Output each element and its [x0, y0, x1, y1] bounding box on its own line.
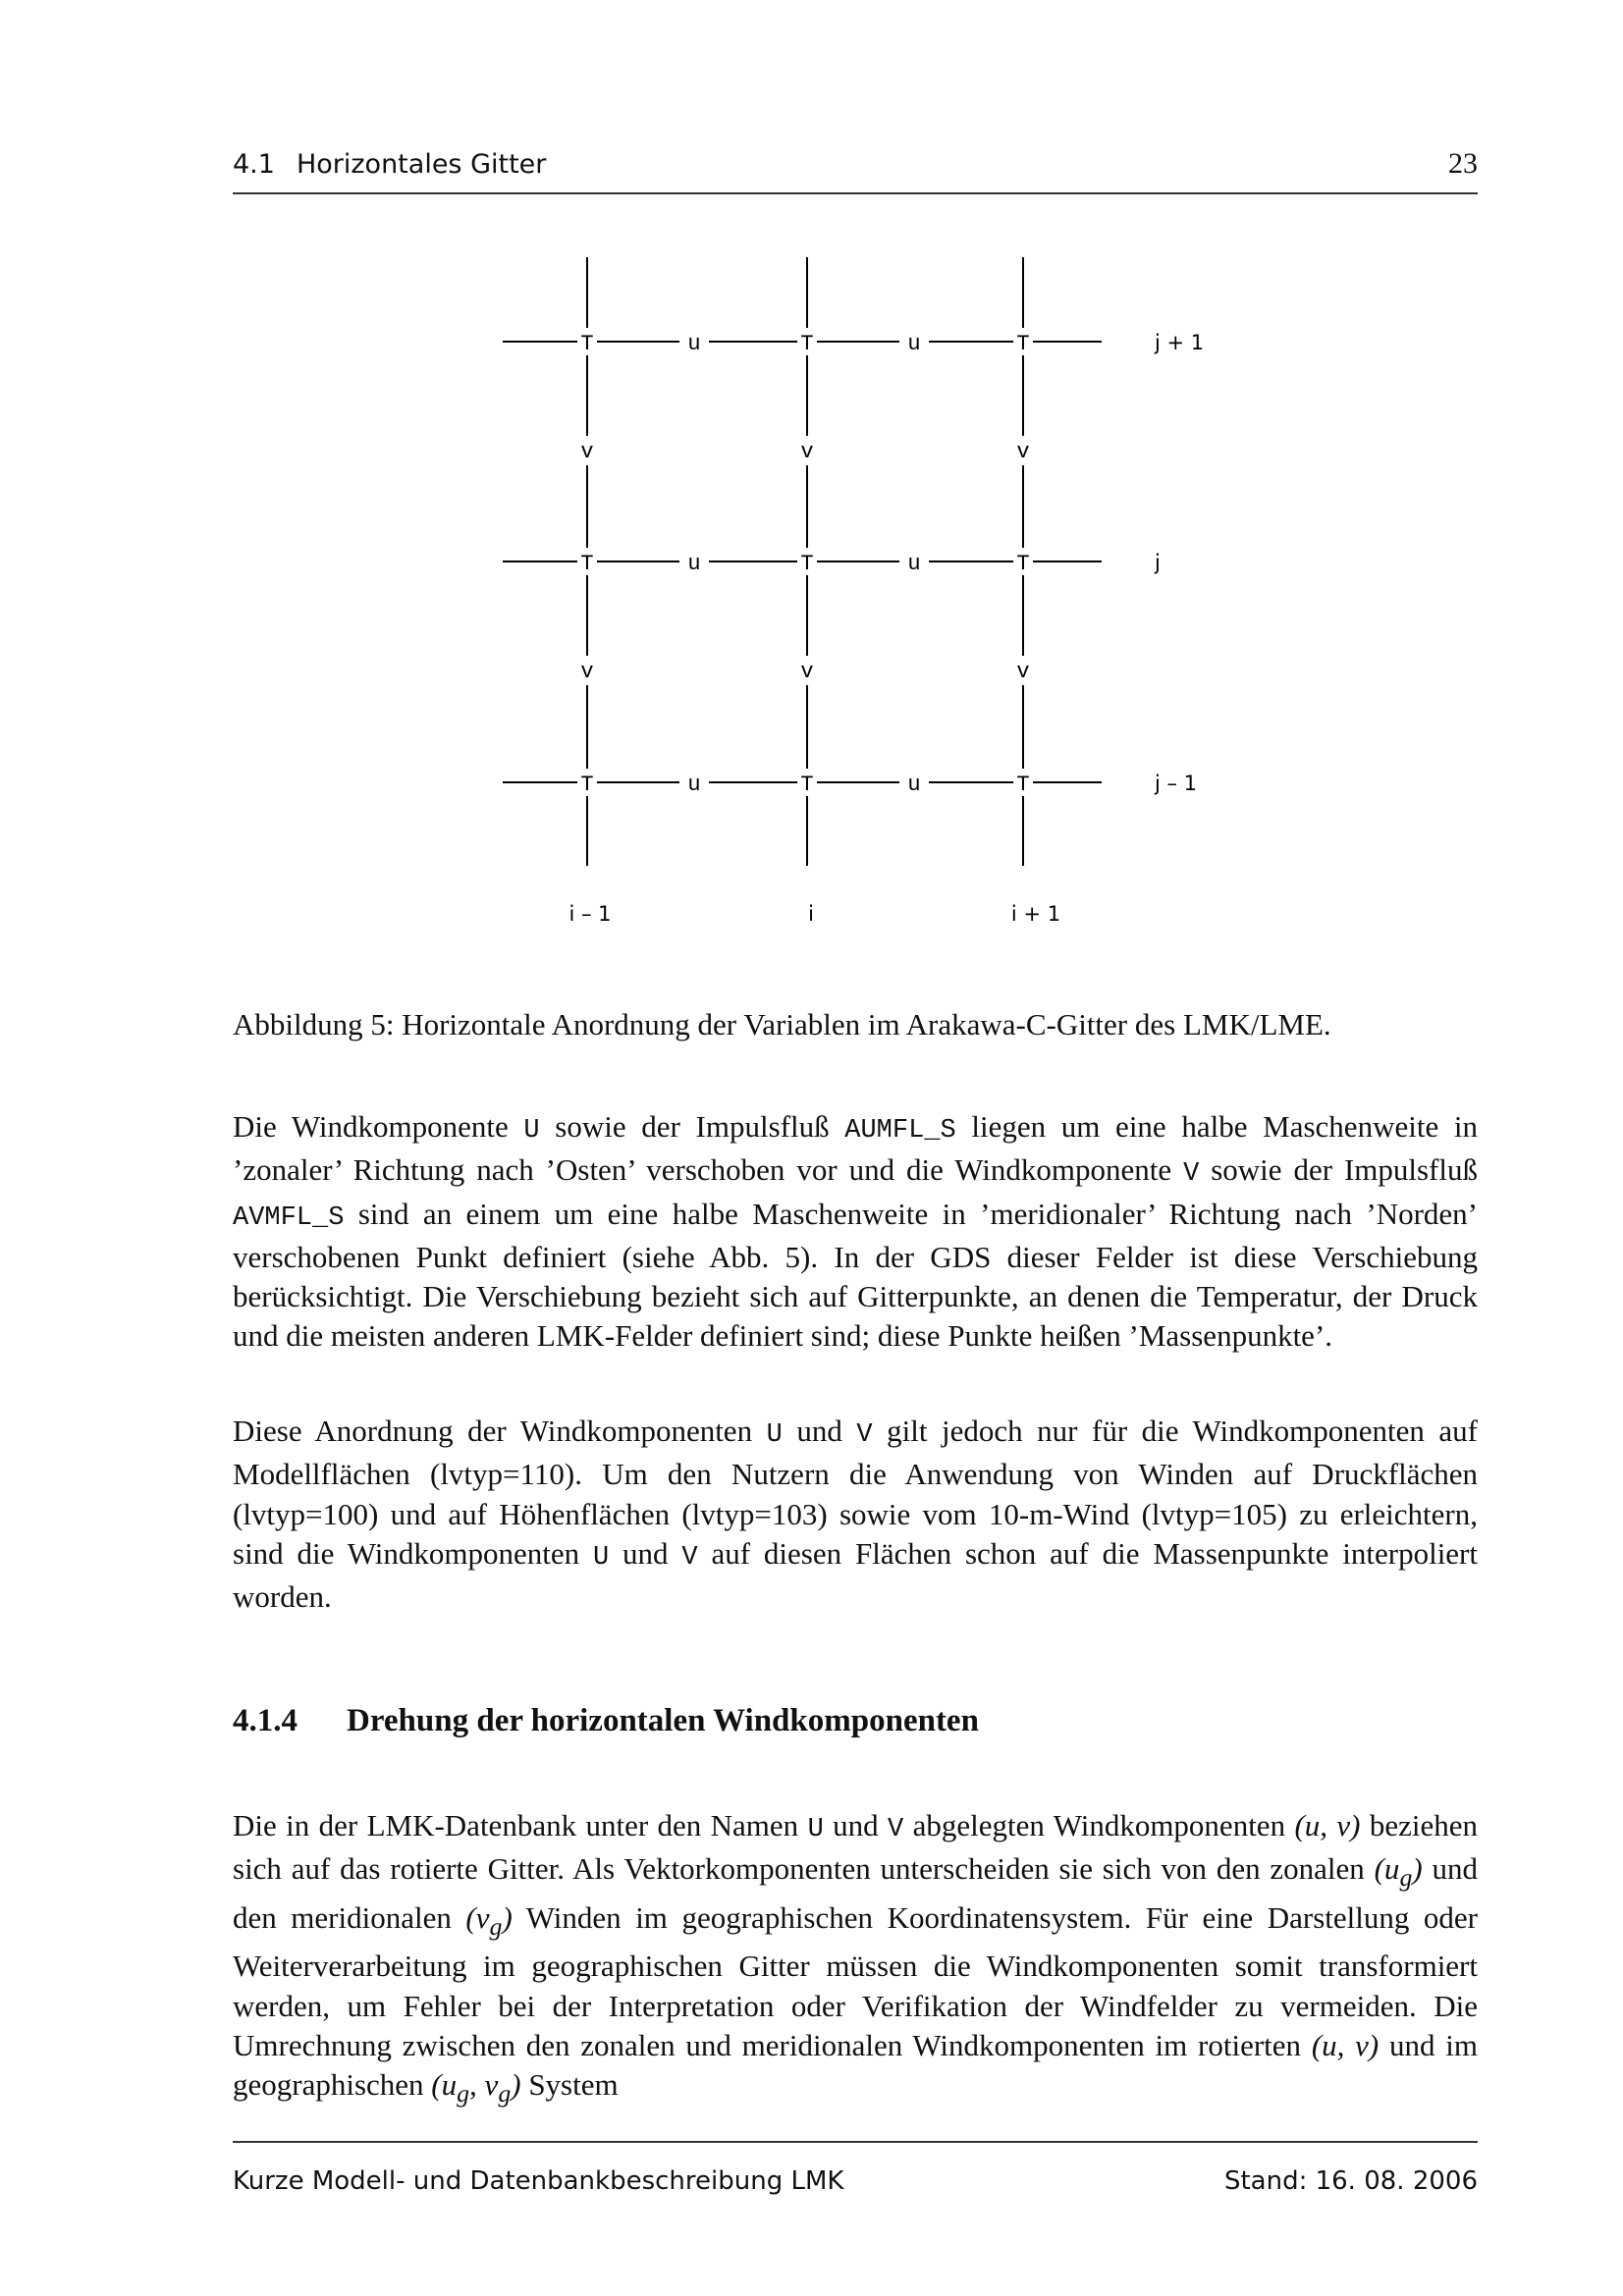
v-node: v	[800, 440, 814, 464]
math-subscript: g	[1399, 1863, 1413, 1893]
code-run: V	[856, 1420, 873, 1450]
code-run: AUMFL_S	[844, 1116, 956, 1146]
code-run: V	[681, 1542, 698, 1573]
u-node: u	[907, 773, 921, 797]
text-run: und den meridionalen	[233, 1851, 1478, 1935]
math-part: )	[511, 2067, 521, 2103]
paragraph-arrangement	[233, 1412, 1478, 1617]
math-part: , v	[469, 2067, 499, 2103]
math-part: )	[502, 1899, 513, 1935]
column-label: i – 1	[568, 902, 612, 926]
text-run: und	[823, 1808, 889, 1842]
header-section-number: 4.1	[233, 149, 275, 180]
math-run	[1374, 1851, 1423, 1893]
t-node: T	[1016, 332, 1030, 356]
u-node: u	[907, 552, 921, 576]
u-node: u	[687, 552, 701, 576]
v-node: v	[1016, 660, 1030, 684]
section-number: 4.1.4	[233, 1703, 298, 1738]
u-node: u	[907, 332, 921, 356]
arakawa-grid-figure	[0, 0, 1623, 942]
text-run: abgelegten Windkomponenten	[903, 1808, 1295, 1842]
math-subscript: g	[498, 2079, 512, 2109]
header-section-title: Horizontales Gitter	[296, 149, 547, 180]
v-node: v	[1016, 440, 1030, 464]
code-run: U	[807, 1815, 824, 1844]
text-run: beziehen sich auf das rotierte Gitter. Als Vektorkomponenten unterscheiden sie sich von den zonalen	[233, 1808, 1479, 1887]
text-run: und	[609, 1535, 682, 1571]
text-run: und	[782, 1414, 857, 1448]
t-node: T	[580, 332, 594, 356]
code-run: U	[766, 1420, 783, 1450]
t-node: T	[800, 552, 814, 576]
row-label: j + 1	[1155, 331, 1205, 354]
column-label: i	[808, 902, 814, 926]
section-title: Drehung der horizontalen Windkomponenten	[347, 1703, 979, 1738]
math-part: )	[1412, 1851, 1423, 1887]
math-run	[465, 1899, 513, 1941]
row-label: j	[1155, 551, 1161, 574]
math-subscript: g	[457, 2079, 470, 2109]
t-node: T	[800, 332, 814, 356]
figure-caption: Abbildung 5: Horizontale Anordnung der Variablen im Arakawa-C-Gitter des LMK/LME.	[233, 1007, 1331, 1041]
text-run: Die in der LMK-Datenbank unter den Namen	[233, 1808, 808, 1842]
math-subscript: g	[489, 1911, 503, 1941]
math-run: (u, v)	[1311, 2027, 1380, 2062]
math-part: (v	[465, 1899, 490, 1935]
text-run: und im geographischen	[233, 2027, 1478, 2103]
text-run: sind an einem um eine halbe Maschenweite in ’meridionaler’ Richtung nach ’Norden’ verschobenen Punkt definiert (siehe Abb. 5). In der GDS dieser Felder ist diese Verschiebung berücksichtigt. Die Verschiebung bezieht sich auf Gitterpunkte, an denen die Temperatur, der Druck und die meisten anderen LMK-Felder definiert sind; diese Punkte heißen ’Massenpunkte’.	[233, 1196, 1478, 1354]
text-run: System	[520, 2067, 619, 2103]
u-node: u	[687, 332, 701, 356]
v-node: v	[580, 440, 594, 464]
text-run: Die Windkomponente	[233, 1109, 524, 1144]
text-run: Diese Anordnung der Windkomponenten	[233, 1414, 767, 1448]
text-run: liegen um eine halbe Maschenweite in ’zonaler’ Richtung nach ’Osten’ verschoben vor und die Windkomponente	[233, 1109, 1478, 1188]
footer-date: Stand: 16. 08. 2006	[1223, 2166, 1478, 2196]
t-node: T	[1016, 552, 1030, 576]
paragraph-wind-components	[233, 1107, 1478, 1357]
t-node: T	[800, 773, 814, 797]
v-node: v	[800, 660, 814, 684]
column-label: i + 1	[1010, 902, 1061, 926]
t-node: T	[580, 773, 594, 797]
text-run: gilt jedoch nur für die Windkomponenten auf Modellflächen (lvtyp=110). Um den Nutzern die Anwendung von Winden auf Druckflächen (lvtyp=100) und auf Höhenflächen (lvtyp=103) sowie vom 10-m-Wind (lvtyp=105) zu erleichtern, sind die Windkomponenten	[233, 1414, 1478, 1571]
page-number: 23	[1448, 147, 1478, 180]
footer-title: Kurze Modell- und Datenbankbeschreibung LMK	[233, 2166, 844, 2196]
math-run: (u, v)	[1294, 1808, 1361, 1842]
grid-diagram	[0, 0, 1623, 942]
text-run: auf diesen Flächen schon auf die Massenpunkte interpoliert worden.	[233, 1535, 1478, 1615]
t-node: T	[1016, 773, 1030, 797]
code-run: V	[1183, 1159, 1200, 1190]
text-run: sowie der Impulsfluß	[539, 1109, 845, 1144]
v-node: v	[580, 660, 594, 684]
math-part: (u	[431, 2067, 458, 2103]
math-run	[431, 2067, 521, 2109]
code-run: U	[592, 1542, 610, 1573]
row-label: j – 1	[1155, 772, 1198, 795]
code-run: AVMFL_S	[233, 1202, 345, 1233]
code-run: U	[523, 1116, 540, 1146]
code-run: V	[888, 1815, 904, 1844]
page-footer	[233, 2141, 1478, 2202]
section-heading	[233, 1703, 979, 1739]
text-run: Winden im geographischen Koordinatensystem. Für eine Darstellung oder Weiterverarbeitung im geographischen Gitter müssen die Windkomponenten somit transformiert werden, um Fehler bei der Interpretation oder Verifikation der Windfelder zu vermeiden. Die Umrechnung zwischen den zonalen und meridionalen Windkomponenten im rotierten	[233, 1899, 1478, 2062]
math-part: (u	[1374, 1851, 1400, 1887]
t-node: T	[580, 552, 594, 576]
paragraph-rotation	[233, 1806, 1478, 2114]
text-run: sowie der Impulsfluß	[1199, 1152, 1478, 1188]
u-node: u	[687, 773, 701, 797]
